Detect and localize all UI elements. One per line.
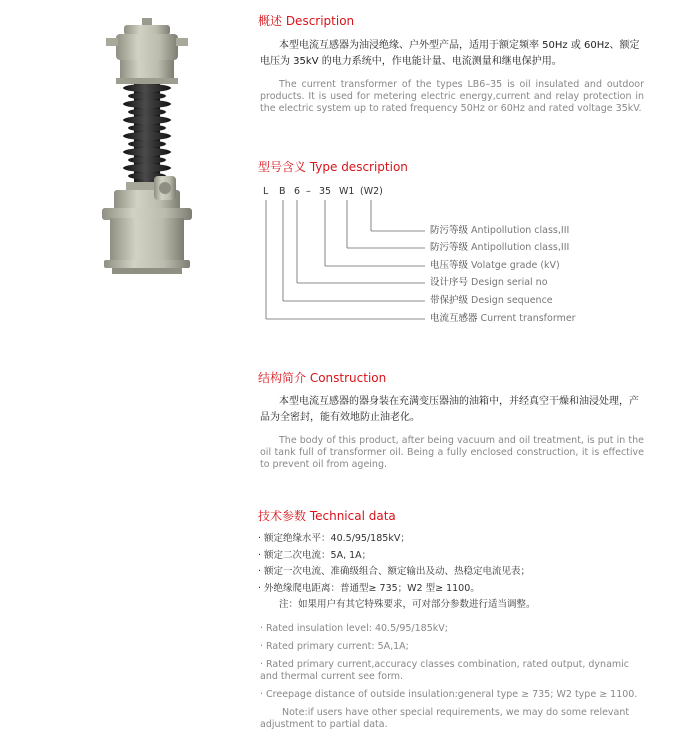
type-label-voltage-grade: 电压等级 Volatge grade (kV) (430, 260, 560, 271)
code-6: 6 (294, 186, 301, 197)
technical-cn-note: 注：如果用户有其它特殊要求，可对部分参数进行适当调整。 (279, 599, 536, 610)
list-item: · Rated primary current: 5A,1A; (260, 641, 409, 652)
code-35: 35 (319, 186, 332, 197)
list-item: · 额定绝缘水平：40.5/95/185kV； (258, 533, 410, 544)
type-label-design-serial: 设计序号 Design serial no (430, 277, 548, 288)
code-W2: (W2) (360, 186, 383, 197)
construction-title: 结构简介 Construction (258, 371, 387, 385)
list-item: · Rated insulation level: 40.5/95/185kV; (260, 623, 448, 634)
list-item: · 外绝缘爬电距离：普通型≥ 735；W2 型≥ 1100。 (258, 582, 480, 594)
type-label-current-transformer: 电流互感器 Current transformer (430, 313, 576, 324)
type-label-antipollution-w2: 防污等级 Antipollution class,III (430, 225, 570, 236)
technical-en-note: Note:if users have other special requirements, we may do some relevant adjustment to partial data. (260, 707, 630, 730)
technical-title: 技术参数 Technical data (258, 509, 396, 523)
construction-en-text: The body of this product, after being vacuum and oil treatment, is put in the oil tank full of transformer oil. Being a fully enclosed construction, it is effective to prevent oil from ageing. (260, 435, 644, 470)
list-item: · 额定一次电流、准确级组合、额定输出及动、热稳定电流见表； (258, 566, 531, 577)
construction-cn-text: 本型电流互感器的器身装在充满变压器油的油箱中，并经真空干燥和油浸处理，产品为全密封，能有效地防止油老化。 (260, 396, 639, 423)
type-label-protection: 带保护级 Design sequence (430, 295, 553, 306)
type-connector-lines (0, 0, 674, 340)
list-item: · 额定二次电流：5A, 1A； (258, 549, 372, 561)
description-cn-text: 本型电流互感器为油浸绝缘、户外型产品，适用于额定频率 50Hz 或 60Hz、额定电压为 35kV 的电力系统中，作电能计量、电流测量和继电保护用。 (260, 40, 640, 67)
technical-en-list (260, 623, 644, 731)
list-item: · Rated primary current,accuracy classes combination, rated output, dynamic and thermal current see form. (260, 659, 630, 682)
code-B: B (279, 186, 286, 197)
code-W1: W1 (339, 186, 355, 197)
type-title: 型号含义 Type description (258, 160, 408, 174)
code-dash: – (306, 186, 311, 197)
description-title: 概述 Description (258, 14, 355, 28)
list-item: · Creepage distance of outside insulation:general type ≥ 735; W2 type ≥ 1100. (260, 689, 638, 700)
description-en-text: The current transformer of the types LB6–35 is oil insulated and outdoor products. It is used for metering electric energy,current and relay protection in the electric system up to rated frequency 50Hz or 60Hz and rated voltage 35kV. (260, 79, 644, 114)
code-L: L (263, 186, 269, 197)
type-label-antipollution-w1: 防污等级 Antipollution class,III (430, 242, 570, 253)
technical-cn-list (258, 532, 648, 612)
